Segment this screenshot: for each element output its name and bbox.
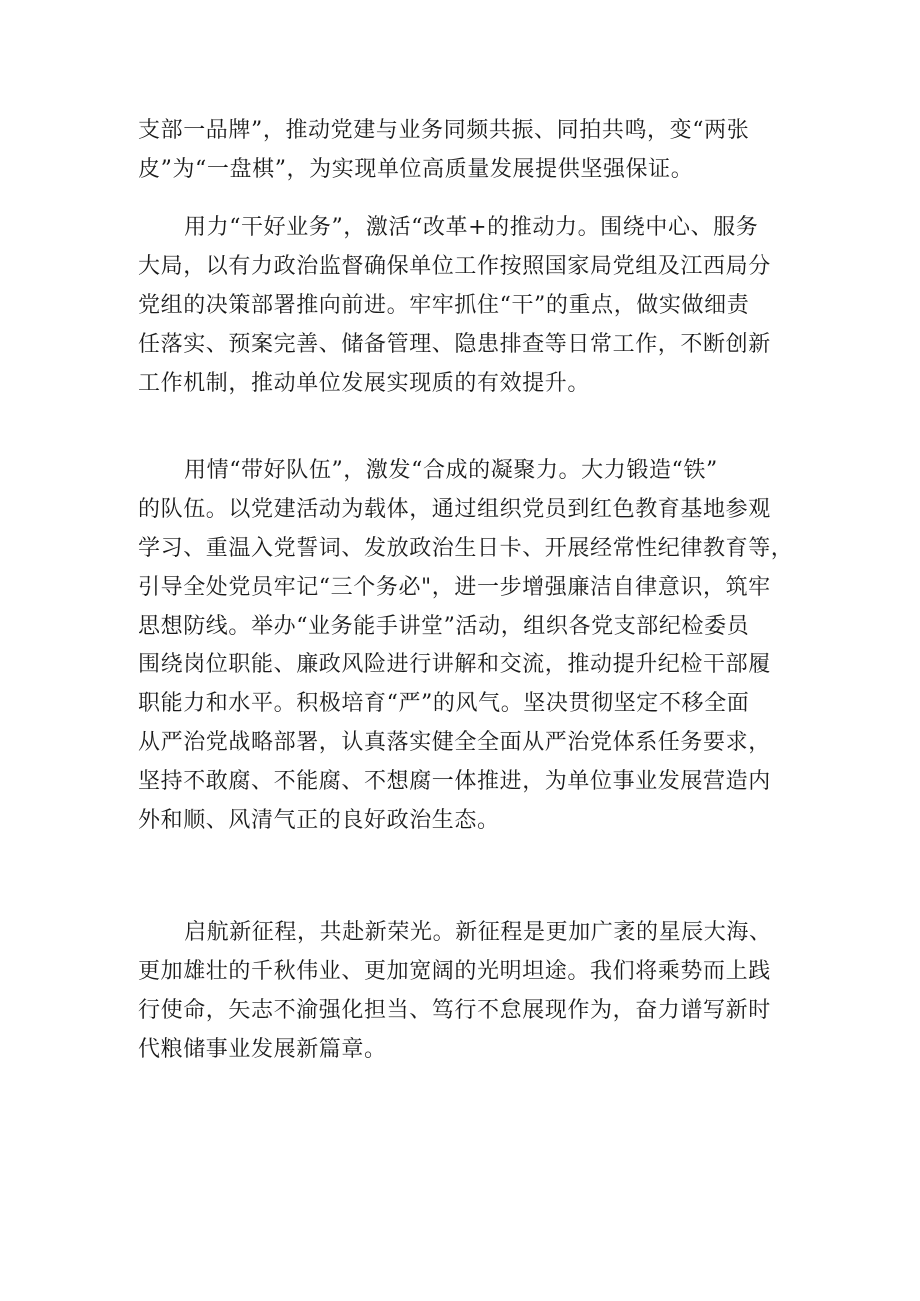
paragraph-1 — [138, 112, 790, 190]
text-line: 启航新征程，共赴新荣光。新征程是更加广袤的星辰大海、 — [184, 920, 772, 945]
text-line: 外和顺、风清气正的良好政治生态。 — [138, 808, 500, 834]
text-line: 的队伍。以党建活动为载体，通过组织党员到红色教育基地参观 — [138, 496, 771, 522]
text-line: 坚持不敢腐、不能腐、不想腐一体推进，为单位事业发展营造内 — [138, 769, 771, 795]
paragraph-4 — [138, 914, 790, 1070]
text-line: 围绕岗位职能、廉政风险进行讲解和交流，推动提升纪检干部履 — [138, 652, 771, 678]
text-line: 行使命，矢志不渝强化担当、笃行不怠展现作为，奋力谱写新时 — [138, 997, 771, 1023]
text-line: 从严治党战略部署，认真落实健全全面从严治党体系任务要求， — [138, 730, 771, 756]
paragraph-2 — [138, 209, 790, 403]
text-line: 大局，以有力政治监督确保单位工作按照国家局党组及江西局分 — [138, 253, 771, 279]
text-line: 代粮储事业发展新篇章。 — [138, 1036, 387, 1062]
text-line: 学习、重温入党誓词、发放政治生日卡、开展经常性纪律教育等， — [138, 535, 794, 561]
text-line: 皮”为“一盘棋”，为实现单位高质量发展提供坚强保证。 — [138, 156, 694, 182]
paragraph-3 — [138, 452, 794, 841]
text-line: 支部一品牌”，推动党建与业务同频共振、同拍共鸣，变“两张 — [138, 118, 750, 143]
text-line: 任落实、预案完善、储备管理、隐患排查等日常工作，不断创新 — [138, 331, 771, 357]
text-line: 更加雄壮的千秋伟业、更加宽阔的光明坦途。我们将乘势而上践 — [138, 958, 771, 984]
text-line: 职能力和水平。积极培育“严”的风气。坚决贯彻坚定不移全面 — [138, 691, 750, 717]
text-line: 用力“干好业务”，激活“改革+的推动力。围绕中心、服务 — [184, 215, 759, 240]
text-line: 思想防线。举办“业务能手讲堂”活动，组织各党支部纪检委员 — [138, 613, 750, 639]
text-line: 党组的决策部署推向前进。牢牢抓住“干”的重点，做实做细责 — [138, 292, 750, 318]
text-line: 用情“带好队伍”，激发“合成的凝聚力。大力锻造“铁” — [184, 458, 718, 483]
text-line: 工作机制，推动单位发展实现质的有效提升。 — [138, 370, 591, 396]
text-line: 引导全处党员牢记“三个务必"，进一步增强廉洁自律意识，筑牢 — [138, 574, 771, 600]
